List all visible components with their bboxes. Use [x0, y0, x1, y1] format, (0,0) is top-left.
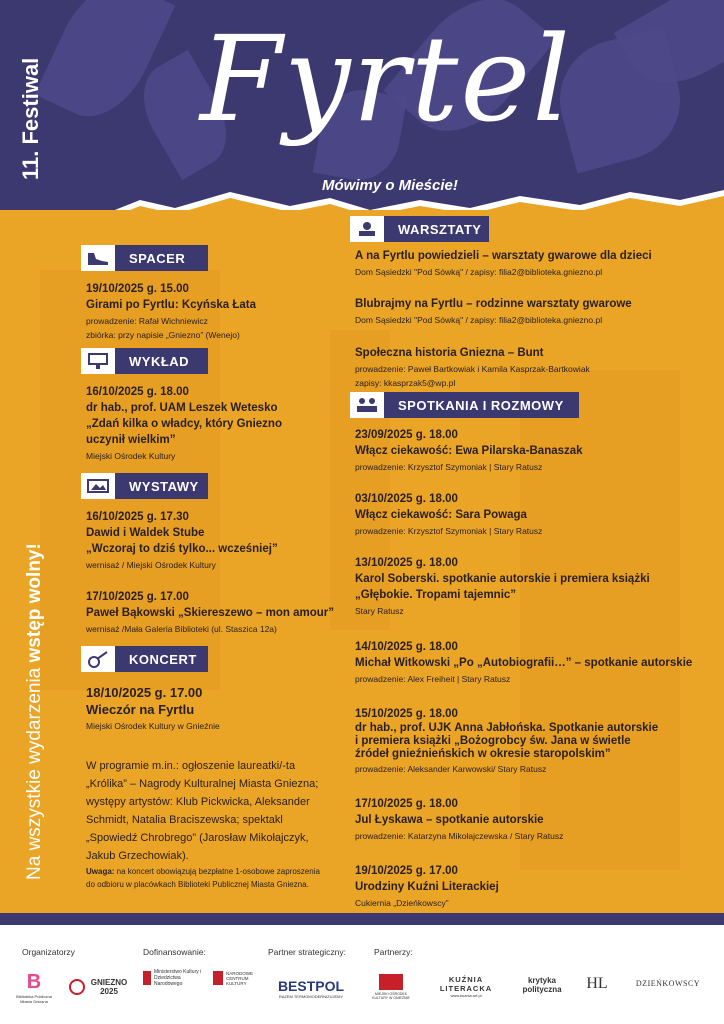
- event-host: prowadzenie: Rafał Wichniewicz: [86, 316, 208, 326]
- event-place: prowadzenie: Krzysztof Szymoniak | Stary Ratusz: [355, 526, 543, 536]
- event-title: Karol Soberski. spotkanie autorskie i premiera książki: [355, 573, 650, 585]
- bestpol-logo: [270, 973, 352, 1003]
- event-date: 23/09/2025 g. 18.00: [355, 429, 458, 441]
- event-date: 18/10/2025 g. 17.00: [86, 685, 203, 700]
- spotkanie-event: [355, 707, 658, 775]
- event-place: Miejski Ośrodek Kultury w Gnieźnie: [86, 721, 220, 731]
- event-place: Dom Sąsiedzki "Pod Sówką" / zapisy: filia2@biblioteka.gniezno.pl: [355, 267, 603, 277]
- event-title: A na Fyrtlu powiedzieli – warsztaty gwarowe dla dzieci: [355, 250, 652, 262]
- bottom-stripe: [0, 913, 724, 925]
- kuznia-logo-text: KUŹNIA LITERACKA: [439, 974, 493, 993]
- warsztaty-event: [355, 248, 652, 278]
- event-title: uczynił wielkim”: [86, 434, 176, 446]
- event-place: Dom Sąsiedzki "Pod Sówką" / zapisy: filia2@biblioteka.gniezno.pl: [355, 315, 603, 325]
- festival-title: Fyrtel: [200, 10, 572, 148]
- guitar-icon: [81, 646, 115, 672]
- poster-header: [0, 0, 724, 235]
- event-title: Paweł Bąkowski „Skiereszewo – mon amour”: [86, 607, 334, 619]
- nck-logo: [213, 965, 259, 991]
- kuznia-logo: [422, 975, 510, 997]
- spotkanie-event: [355, 864, 499, 909]
- event-signup: zapisy: kkasprzak5@wp.pl: [355, 378, 456, 388]
- funding-heading: Dofinansowanie:: [143, 947, 206, 957]
- section-label: SPOTKANIA I ROZMOWY: [398, 397, 564, 413]
- spotkanie-event: [355, 640, 692, 685]
- conversation-icon: [350, 392, 384, 418]
- biblioteka-logo-text: Biblioteka Publiczna Miasta Gniezna: [16, 993, 52, 1004]
- walking-shoes-icon: [81, 245, 115, 271]
- free-entry-notice: [24, 543, 46, 880]
- koncert-event: [86, 684, 220, 732]
- event-date: 15/10/2025 g. 18.00: [355, 708, 458, 720]
- section-wystawy: [81, 473, 208, 499]
- event-title: Dawid i Waldek Stube: [86, 527, 205, 539]
- spotkanie-event: [355, 556, 650, 617]
- event-date: 16/10/2025 g. 18.00: [86, 386, 189, 398]
- event-place: prowadzenie: Alex Freiheit | Stary Ratusz: [355, 674, 511, 684]
- hl-logo: HL: [586, 975, 608, 992]
- event-title: Wieczór na Fyrtlu: [86, 702, 195, 717]
- warsztaty-event: [355, 345, 590, 389]
- section-label: KONCERT: [129, 651, 197, 667]
- event-place: wernisaż /Mała Galeria Biblioteki (ul. Staszica 12a): [86, 624, 277, 634]
- event-place: Cukiernia „Dzieńkowscy”: [355, 898, 449, 908]
- mok-logo: [372, 969, 410, 1005]
- section-label: SPACER: [129, 250, 186, 266]
- event-date: 16/10/2025 g. 17.30: [86, 511, 189, 523]
- description-line: Schmidt, Natalia Braciszewska; spektakl: [86, 814, 283, 826]
- event-title: i premiera książki „Bożogrobcy św. Jana w świetle: [355, 735, 631, 747]
- section-spotkania: [350, 392, 579, 418]
- section-koncert: [81, 646, 208, 672]
- warsztaty-event: [355, 296, 632, 326]
- dzienkowscy-logo: DZIEŃKOWSCY: [635, 978, 701, 988]
- event-title: Michał Witkowski „Po „Autobiografii…” – spotkanie autorskie: [355, 657, 693, 669]
- event-place: prowadzenie: Aleksander Karwowski/ Stary Ratusz: [355, 764, 547, 774]
- event-date: 14/10/2025 g. 18.00: [355, 641, 458, 653]
- event-place: Stary Ratusz: [355, 606, 404, 616]
- event-place: prowadzenie: Krzysztof Szymoniak | Stary Ratusz: [355, 462, 543, 472]
- event-host: prowadzenie: Paweł Bartkowiak i Kamila Kasprzak-Bartkowiak: [355, 364, 590, 374]
- event-title: dr hab., prof. UJK Anna Jabłońska. Spotkanie autorskie: [355, 722, 659, 734]
- event-place: prowadzenie: Katarzyna Mikołajczewska / Stary Ratusz: [355, 831, 564, 841]
- biblioteka-logo: B Biblioteka Publiczna Miasta Gniezna: [16, 970, 52, 1004]
- description-line: W programie m.in.: ogłoszenie laureatki/-ta: [86, 760, 296, 772]
- note-text: na koncert obowiązują bezpłatne 1-osobowe zaproszenia: [114, 867, 320, 876]
- event-title: Włącz ciekawość: Sara Powaga: [355, 509, 527, 521]
- event-title: Włącz ciekawość: Ewa Pilarska-Banaszak: [355, 445, 583, 457]
- event-date: 19/10/2025 g. 15.00: [86, 283, 189, 295]
- section-spacer: [81, 245, 208, 271]
- event-date: 03/10/2025 g. 18.00: [355, 493, 458, 505]
- section-label: WYSTAWY: [129, 478, 199, 494]
- koncert-description: [86, 757, 320, 891]
- sponsors-footer: [0, 925, 724, 1024]
- event-date: 17/10/2025 g. 18.00: [355, 798, 458, 810]
- section-wyklad: [81, 348, 208, 374]
- section-label: WYKŁAD: [129, 353, 190, 369]
- mok-logo-text: MIEJSKI OŚRODEK KULTURY W GNIEŹNIE: [372, 992, 410, 1000]
- description-line: „Spowiedź Chrobrego” (Jarosław Mikołajczyk,: [86, 832, 309, 844]
- krytyka-logo: krytyka polityczna: [522, 976, 562, 994]
- organizers-heading: Organizatorzy: [22, 947, 75, 957]
- gallery-icon: [81, 473, 115, 499]
- event-place: Miejski Ośrodek Kultury: [86, 451, 176, 461]
- note-text: do odbioru w placówkach Biblioteki Publicznej Miasta Gniezna.: [86, 880, 309, 889]
- event-title: Urodziny Kuźni Literackiej: [355, 881, 499, 893]
- spotkanie-event: [355, 492, 542, 537]
- section-label: WARSZTATY: [398, 221, 482, 237]
- wystawy-event: [86, 510, 278, 571]
- description-line: występy artystów: Klub Pickwicka, Aleksander: [86, 796, 310, 808]
- spotkanie-event: [355, 797, 563, 842]
- festival-edition: 11. Festiwal: [18, 57, 43, 180]
- event-date: 19/10/2025 g. 17.00: [355, 865, 458, 877]
- event-title: „Zdań kilka o władcy, który Gniezno: [86, 418, 282, 430]
- event-date: 17/10/2025 g. 17.00: [86, 591, 189, 603]
- free-entry-bold: wstęp wolny!: [24, 543, 45, 663]
- partners-heading: Partnerzy:: [374, 947, 413, 957]
- concert-note: [86, 865, 320, 878]
- event-title: dr hab., prof. UAM Leszek Wetesko: [86, 402, 278, 414]
- ministerstwo-logo: [143, 965, 205, 991]
- event-title: „Wczoraj to dziś tylko... wcześniej”: [86, 543, 278, 555]
- kuznia-logo-url: www.kuznia.art.pl: [450, 992, 482, 998]
- event-place: wernisaż / Miejski Ośrodek Kultury: [86, 560, 216, 570]
- event-title: źródeł gnieźnieńskich w okresie staropolskim”: [355, 748, 611, 760]
- gniezno-logo: [66, 973, 132, 1001]
- free-entry-text: Na wszystkie wydarzenia: [24, 662, 45, 880]
- section-warsztaty: [350, 216, 489, 242]
- spotkanie-event: [355, 428, 583, 473]
- event-title: Girami po Fyrtlu: Kcyńska Łata: [86, 299, 256, 311]
- description-line: „Królika” – Nagrody Kulturalnej Miasta Gniezna;: [86, 778, 319, 790]
- wyklad-event: [86, 385, 282, 462]
- nck-logo-text: NARODOWE CENTRUM KULTURY: [226, 970, 253, 986]
- gniezno-logo-text: GNIEZNO 2025: [90, 978, 128, 996]
- festival-subtitle: Mówimy o Mieście!: [322, 177, 458, 194]
- event-date: 13/10/2025 g. 18.00: [355, 557, 458, 569]
- bestpol-logo-text: BESTPOL: [277, 977, 345, 994]
- description-line: Jakub Grzechowiak).: [86, 850, 189, 862]
- workshop-icon: [350, 216, 384, 242]
- note-label: Uwaga:: [86, 867, 115, 876]
- event-title: „Głębokie. Tropami tajemnic”: [355, 589, 517, 601]
- spacer-event: [86, 282, 256, 341]
- event-place: zbiórka: przy napisie „Gniezno” (Wenejo): [86, 330, 240, 340]
- bestpol-logo-sub: RAZEM TERMOMODERNIZUJEMY: [278, 993, 344, 999]
- event-title: Jul Łyskawa – spotkanie autorskie: [355, 814, 544, 826]
- ministerstwo-logo-text: Ministerstwo Kultury i Dziedzictwa Narodowego: [154, 969, 202, 987]
- strategic-partner-heading: Partner strategiczny:: [268, 947, 346, 957]
- event-title: Społeczna historia Gniezna – Bunt: [355, 347, 544, 359]
- event-title: Blubrajmy na Fyrtlu – rodzinne warsztaty gwarowe: [355, 298, 632, 310]
- wystawy-event: [86, 590, 334, 635]
- lecture-icon: [81, 348, 115, 374]
